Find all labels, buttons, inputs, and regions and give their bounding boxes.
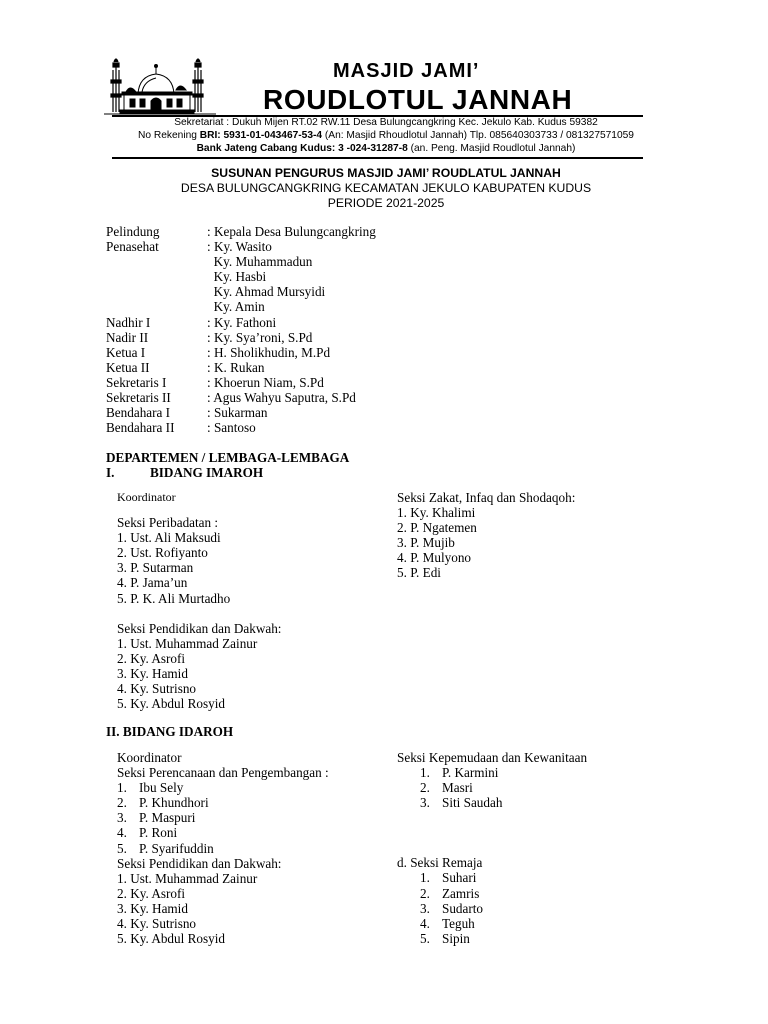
- header-divider-bottom: [112, 157, 643, 159]
- imaroh-title: BIDANG IMAROH: [150, 465, 264, 480]
- officer-row: Ketua I : H. Sholikhudin, M.Pd: [106, 344, 331, 360]
- list-item: 5. P. Edi: [397, 565, 441, 581]
- officer-row: Bendahara II : Santoso: [106, 420, 256, 436]
- document-heading: SUSUNAN PENGURUS MASJID JAMI’ ROUDLATUL JANNAH: [211, 166, 561, 180]
- list-item: 2. Ky. Asrofi: [117, 885, 186, 901]
- list-item: 4. P. Mulyono: [397, 550, 472, 566]
- list-item: 1. Ust. Muhammad Zainur: [117, 635, 258, 651]
- list-item: 1. P. Karmini: [420, 765, 499, 781]
- list-item: 1. Ust. Muhammad Zainur: [117, 870, 258, 886]
- list-item: 2. Ky. Asrofi: [117, 650, 186, 666]
- list-item: 2. Zamris: [420, 885, 480, 901]
- imaroh-number: I.: [106, 465, 115, 480]
- imaroh-right-column: [397, 490, 575, 581]
- section-title: Seksi Pendidikan dan Dakwah:: [117, 855, 282, 871]
- list-item: 2. P. Khundhori: [117, 795, 209, 811]
- list-item: 5. Sipin: [420, 930, 470, 946]
- officer-row: Ketua II : K. Rukan: [106, 359, 265, 375]
- list-item: 2. Masri: [420, 780, 473, 796]
- bank-line: Bank Jateng Cabang Kudus: 3 -024-31287-8 (an. Peng. Masjid Roudlotul Jannah): [196, 143, 576, 154]
- officer-list: [106, 224, 376, 435]
- list-item: 3. Siti Saudah: [420, 795, 503, 811]
- section-title: Seksi Peribadatan :: [117, 515, 219, 531]
- section-title: Seksi Perencanaan dan Pengembangan :: [117, 765, 329, 781]
- list-item: 3. P. Sutarman: [117, 560, 194, 576]
- document-subheading: DESA BULUNGCANGKRING KECAMATAN JEKULO KABUPATEN KUDUS: [180, 181, 592, 195]
- officer-row: Sekretaris II : Agus Wahyu Saputra, S.Pd: [106, 390, 356, 406]
- officer-row: Bendahara I : Sukarman: [106, 405, 268, 421]
- list-item: 3. Sudarto: [420, 900, 484, 916]
- list-item: 3. P. Mujib: [397, 535, 455, 551]
- list-item: 5. Ky. Abdul Rosyid: [117, 696, 225, 712]
- section-title: Seksi Zakat, Infaq dan Shodaqoh:: [397, 490, 576, 505]
- officer-row: Ky. Amin: [207, 299, 265, 315]
- section-title: Seksi Pendidikan dan Dakwah:: [117, 620, 282, 636]
- officer-row: Ky. Ahmad Mursyidi: [207, 284, 326, 300]
- list-item: 2. Ust. Rofiyanto: [117, 545, 208, 561]
- mosque-logo-icon: [104, 54, 216, 116]
- list-item: 1. Suhari: [420, 870, 477, 886]
- mosque-title-line2: ROUDLOTUL JANNAH: [263, 84, 573, 115]
- officer-row: Pelindung : Kepala Desa Bulungcangkring: [106, 224, 376, 239]
- list-item: 4. Ky. Sutrisno: [117, 681, 197, 697]
- list-item: 1. Ibu Sely: [117, 780, 184, 796]
- koordinator-label: Koordinator: [117, 490, 176, 504]
- list-item: 2. P. Ngatemen: [397, 520, 477, 536]
- list-item: 5. P. K. Ali Murtadho: [117, 590, 231, 606]
- list-item: 4. P. Jama’un: [117, 575, 188, 591]
- list-item: 5. P. Syarifuddin: [117, 840, 214, 856]
- officer-row: Nadhir I : Ky. Fathoni: [106, 314, 277, 330]
- officer-row: Ky. Hasbi: [207, 269, 267, 285]
- list-item: 4. P. Roni: [117, 825, 178, 841]
- list-item: 1. Ky. Khalimi: [397, 505, 476, 521]
- officer-row: Ky. Muhammadun: [207, 254, 313, 270]
- list-item: 4. Teguh: [420, 915, 475, 931]
- list-item: 5. Ky. Abdul Rosyid: [117, 931, 225, 947]
- address-line: Sekretariat : Dukuh Mijen RT.02 RW.11 Desa Bulungcangkring Kec. Jekulo Kab. Kudus 59382: [174, 117, 598, 128]
- imaroh-left-column: [117, 490, 281, 711]
- mosque-title-line1: MASJID JAMI’: [333, 60, 480, 82]
- koordinator-label: Koordinator: [117, 750, 182, 765]
- list-item: 3. P. Maspuri: [117, 810, 196, 826]
- idaroh-left-column: [117, 750, 329, 946]
- list-item: 4. Ky. Sutrisno: [117, 916, 197, 932]
- list-item: 3. Ky. Hamid: [117, 900, 188, 916]
- departments-title: DEPARTEMEN / LEMBAGA-LEMBAGA: [106, 450, 350, 465]
- officer-row: Nadir II : Ky. Sya’roni, S.Pd: [106, 329, 313, 345]
- document-period: PERIODE 2021-2025: [327, 196, 445, 210]
- section-title: d. Seksi Remaja: [397, 855, 483, 871]
- section-title: Seksi Kepemudaan dan Kewanitaan: [397, 750, 588, 765]
- account-line: No Rekening BRI: 5931-01-043467-53-4 (An: Masjid Rhoudlotul Jannah) Tlp. 085640303733 / 081327571059: [138, 130, 634, 141]
- officer-row: Penasehat : Ky. Wasito: [106, 239, 272, 255]
- list-item: 3. Ky. Hamid: [117, 665, 188, 681]
- idaroh-right-column: [397, 750, 587, 946]
- idaroh-title: II. BIDANG IDAROH: [106, 724, 234, 739]
- officer-row: Sekretaris I : Khoerun Niam, S.Pd: [106, 374, 324, 390]
- list-item: 1. Ust. Ali Maksudi: [117, 530, 221, 546]
